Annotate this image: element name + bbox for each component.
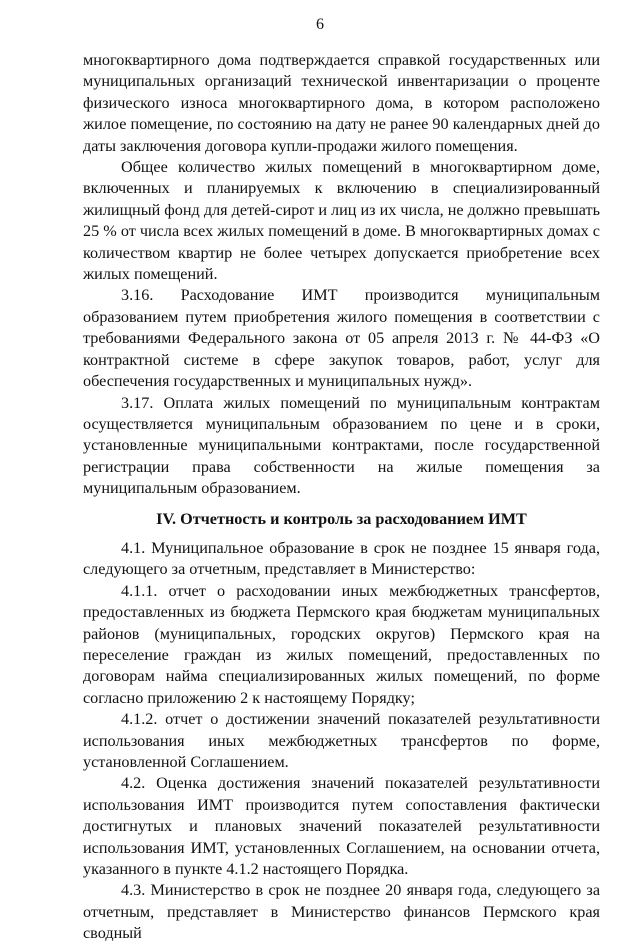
- paragraph-4-1-2: 4.1.2. отчет о достижении значений показателей результативности использования иных межбюджетных трансфертов по форме, установленной Соглашением.: [83, 710, 600, 771]
- document-body: [83, 50, 600, 945]
- paragraph-3-17: 3.17. Оплата жилых помещений по муниципальным контрактам осуществляется муниципальным образованием по цене и в сроки, установленные муниципальными контрактами, после государственной регистрации права собственности на жилые помещения за муниципальным образованием.: [83, 393, 600, 498]
- paragraph-4-1-1: 4.1.1. отчет о расходовании иных межбюджетных трансфертов, предоставленных из бюджета Пермского края бюджетам муниципальных районов (муниципальных, городских округов) Пермского края на переселение граждан из жилых помещений, предоставленных по договорам найма специализированных жилых помещений, по форме согласно приложению 2 к настоящему Порядку;: [83, 581, 600, 707]
- paragraph-4-1: 4.1. Муниципальное образование в срок не позднее 15 января года, следующего за отчетным, представляет в Министерство:: [83, 538, 600, 579]
- paragraph-4-3: 4.3. Министерство в срок не позднее 20 января года, следующего за отчетным, представляет в Министерство финансов Пермского края сводный: [83, 881, 600, 943]
- paragraph-continuation: многоквартирного дома подтверждается справкой государственных или муниципальных организаций технической инвентаризации о проценте физического износа многоквартирного дома, в котором расположено жилое помещение, по состоянию на дату не ранее 90 календарных дней до даты заключения договора купли-продажи жилого помещения.: [83, 51, 600, 155]
- section-heading: IV. Отчетность и контроль за расходованием ИМТ: [156, 509, 527, 528]
- paragraph-housing-share: Общее количество жилых помещений в многоквартирном доме, включенных и планируемых к включению в специализированный жилищный фонд для детей-сирот и лиц из их числа, не должно превышать 25 % от числа всех жилых помещений в доме. В многоквартирных домах с количеством квартир не более четырех допускается приобретение всех жилых помещений.: [83, 158, 600, 284]
- paragraph-4-2: 4.2. Оценка достижения значений показателей результативности использования ИМТ производится путем сопоставления фактически достигнутых и плановых значений показателей результативности использования ИМТ, установленных Соглашением, на основании отчета, указанного в пункте 4.1.2 настоящего Порядка.: [83, 774, 600, 879]
- paragraph-3-16: 3.16. Расходование ИМТ производится муниципальным образованием путем приобретения жилого помещения в соответствии с требованиями Федерального закона от 05 апреля 2013 г. № 44-ФЗ «О контрактной системе в сфере закупок товаров, работ, услуг для обеспечения государственных и муниципальных нужд».: [83, 286, 600, 391]
- page-number: 6: [316, 16, 324, 33]
